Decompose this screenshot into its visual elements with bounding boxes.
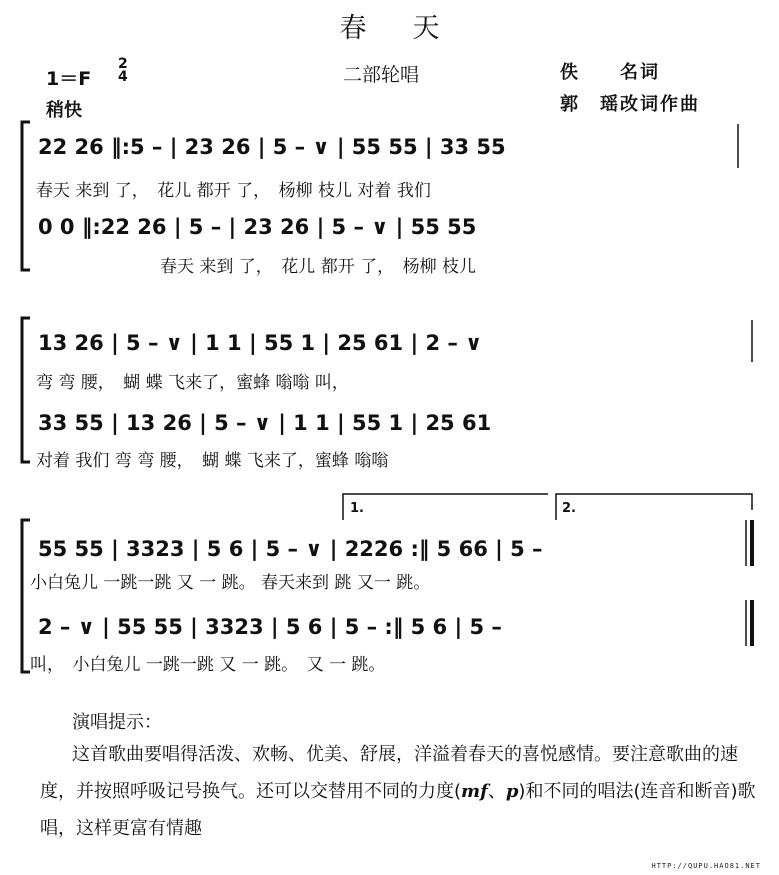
meter-bottom: 4 — [118, 69, 128, 85]
part-2-notes: 0 0 ‖:22 26 | 5 – | 23 26 | 5 – ∨ | 55 55 — [38, 215, 477, 239]
system-3 — [22, 494, 752, 675]
system-2 — [22, 318, 752, 471]
part-2-notes: 2 – ∨ | 55 55 | 3323 | 5 6 | 5 – :‖ 5 6 | 5 – — [38, 615, 502, 639]
part-1-lyrics: 弯 弯 腰， 蝴 蝶 飞来了，蜜蜂 嗡嗡 叫， — [36, 373, 349, 393]
part-1-notes: 55 55 | 3323 | 5 6 | 5 – ∨ | 2226 :‖ 5 66 | 5 – — [38, 537, 543, 561]
tips-text-2: 、 — [487, 781, 506, 802]
tempo-marking: 稍快 — [46, 100, 82, 121]
tips-heading: 演唱提示： — [72, 712, 162, 733]
system-bracket — [22, 122, 30, 270]
first-ending-bracket — [343, 494, 548, 520]
site-watermark: HTTP://QUPU.HAO81.NET — [651, 862, 761, 870]
meter-top: 2 — [118, 56, 128, 72]
system-1 — [22, 122, 738, 277]
system-bracket — [22, 520, 30, 672]
key-signature: 1＝F — [46, 68, 92, 90]
part-1-notes: 13 26 | 5 – ∨ | 1 1 | 55 1 | 25 61 | 2 – ∨ — [38, 331, 483, 355]
tips-text-1: 这首歌曲要唱得活泼、欢畅、优美、舒展，洋溢着春天的喜悦感情。要注意歌曲的速度，并按照呼吸记号换气。还可以交替用不同的力度( — [40, 744, 738, 802]
second-ending-bracket — [556, 494, 752, 520]
song-subtitle: 二部轮唱 — [343, 64, 420, 86]
part-1-lyrics: 小白兔儿 一跳一跳 又 一 跳。 春天来到 跳 又一 跳。 — [30, 573, 431, 593]
system-bracket — [22, 318, 30, 462]
part-1-lyrics: 春天 来到 了， 花儿 都开 了， 杨柳 枝儿 对着 我们 — [36, 181, 431, 201]
second-ending-label: 2. — [562, 501, 576, 516]
part-2-lyrics: 对着 我们 弯 弯 腰， 蝴 蝶 飞来了，蜜蜂 嗡嗡 — [36, 451, 389, 471]
part-2-lyrics: 春天 来到 了， 花儿 都开 了， 杨柳 枝儿 — [160, 257, 477, 277]
dynamic-mark-p: p — [505, 781, 519, 802]
first-ending-label: 1. — [350, 501, 364, 516]
lyricist-credit: 佚 名词 — [560, 62, 660, 83]
part-1-notes: 22 26 ‖:5 – | 23 26 | 5 – ∨ | 55 55 | 33 55 — [38, 135, 506, 159]
song-title: 春天 — [339, 13, 486, 44]
part-2-notes: 33 55 | 13 26 | 5 – ∨ | 1 1 | 55 1 | 25 61 — [38, 411, 492, 435]
tips-paragraph — [40, 736, 768, 847]
tips-text-3: )和不同的唱法(连音和断音)歌唱，这样更富有情趣 — [40, 781, 756, 839]
dynamic-mark-mf: mf — [461, 781, 488, 802]
composer-credit: 郭 瑶改词作曲 — [560, 94, 700, 115]
part-2-lyrics: 叫， 小白兔儿 一跳一跳 又 一 跳。 又 一 跳。 — [30, 655, 386, 675]
